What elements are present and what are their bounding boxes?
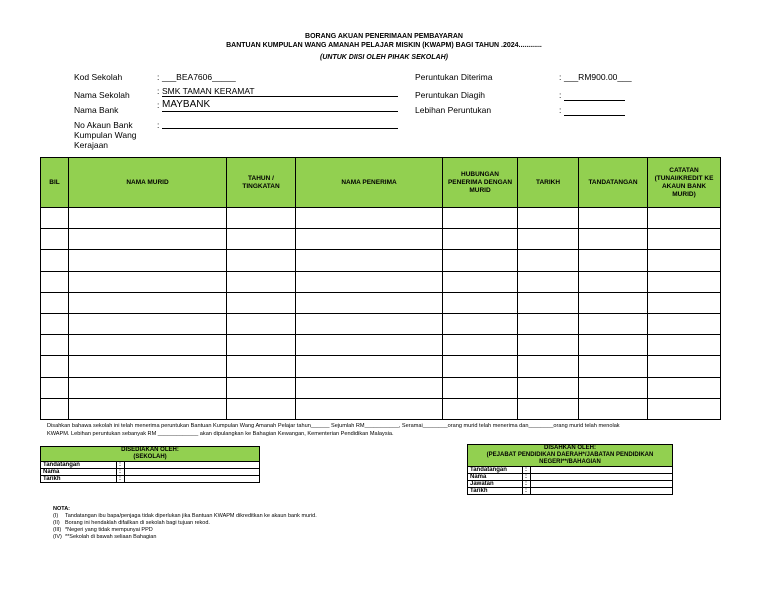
table-cell[interactable] (227, 398, 296, 419)
colon: : (523, 474, 531, 481)
note-item: (II) Borang ini hendaklah difailkan di sekolah bagi tujuan rekod. (53, 520, 210, 526)
table-cell[interactable] (296, 292, 443, 313)
table-cell[interactable] (69, 229, 227, 250)
table-cell[interactable] (69, 208, 227, 229)
table-cell[interactable] (41, 208, 69, 229)
table-cell[interactable] (296, 377, 443, 398)
colon: : (117, 476, 125, 483)
table-row (41, 356, 721, 377)
colon: : (157, 100, 160, 110)
table-cell[interactable] (227, 313, 296, 334)
note-item: (III) *Negeri yang tidak mempunyai PPD (53, 527, 153, 533)
table-cell[interactable] (648, 313, 721, 334)
table-cell[interactable] (41, 313, 69, 334)
date-field[interactable] (125, 476, 260, 483)
column-header: NAMA MURID (69, 158, 227, 208)
table-cell[interactable] (579, 377, 648, 398)
form-subtitle: BANTUAN KUMPULAN WANG AMANAH PELAJAR MISKIN (KWAPM) BAGI TAHUN .2024............ (226, 42, 542, 49)
table-cell[interactable] (648, 271, 721, 292)
table-row (41, 313, 721, 334)
peruntukan-diagih-field[interactable] (564, 90, 625, 101)
table-cell[interactable] (296, 335, 443, 356)
column-header: NAMA PENERIMA (296, 158, 443, 208)
table-cell[interactable] (296, 229, 443, 250)
table-cell[interactable] (579, 398, 648, 419)
peruntukan-diagih-label: Peruntukan Diagih (415, 90, 485, 100)
office-sign-title: DISAHKAN OLEH: (PEJABAT PENDIDIKAN DAERAH*/JABATAN PENDIDIKAN NEGERI**/BAHAGIAN (468, 445, 673, 467)
table-cell[interactable] (443, 313, 518, 334)
note-item: (I) Tandatangan ibu bapa/penjaga tidak diperlukan jika Bantuan KWAPM dikreditkan ke akaun bank murid. (53, 513, 317, 519)
name-label: Nama (41, 469, 117, 476)
table-cell[interactable] (579, 271, 648, 292)
table-cell[interactable] (579, 250, 648, 271)
table-cell[interactable] (443, 292, 518, 313)
table-cell[interactable] (69, 292, 227, 313)
table-cell[interactable] (41, 356, 69, 377)
table-cell[interactable] (69, 398, 227, 419)
signature-label: Tandatangan (468, 467, 523, 474)
table-cell[interactable] (648, 229, 721, 250)
table-cell[interactable] (296, 356, 443, 377)
table-row (41, 229, 721, 250)
table-cell[interactable] (443, 250, 518, 271)
lebihan-peruntukan-label: Lebihan Peruntukan (415, 105, 492, 115)
table-cell[interactable] (41, 292, 69, 313)
notes-heading: NOTA: (53, 506, 71, 512)
table-cell[interactable] (296, 313, 443, 334)
note-item: (IV) **Sekolah di bawah seliaan Bahagian (53, 534, 157, 540)
nama-bank-label: Nama Bank (74, 105, 119, 115)
table-row (41, 335, 721, 356)
colon: : (157, 120, 160, 130)
signature-row (41, 476, 260, 483)
table-cell[interactable] (579, 208, 648, 229)
column-header: TANDATANGAN (579, 158, 648, 208)
table-cell[interactable] (579, 229, 648, 250)
table-cell[interactable] (518, 229, 579, 250)
date-label: Tarikh (468, 488, 523, 495)
signature-row (468, 467, 673, 474)
table-row (41, 292, 721, 313)
table-cell[interactable] (648, 292, 721, 313)
table-cell[interactable] (69, 271, 227, 292)
table-cell[interactable] (518, 335, 579, 356)
colon: : (559, 105, 562, 115)
signature-field[interactable] (531, 467, 673, 474)
table-cell[interactable] (518, 271, 579, 292)
colon: : (523, 467, 531, 474)
table-cell[interactable] (227, 271, 296, 292)
table-cell[interactable] (579, 335, 648, 356)
table-cell[interactable] (443, 208, 518, 229)
table-cell[interactable] (227, 335, 296, 356)
peruntukan-diterima-label: Peruntukan Diterima (415, 72, 493, 82)
column-header: CATATAN (TUNAI/KREDIT KE AKAUN BANK MURID) (648, 158, 721, 208)
table-cell[interactable] (69, 313, 227, 334)
form-instruction: (UNTUK DIISI OLEH PIHAK SEKOLAH) (320, 54, 448, 61)
position-label: Jawatan (468, 481, 523, 488)
table-cell[interactable] (518, 313, 579, 334)
school-sign-title: DISEDIAKAN OLEH: (SEKOLAH) (41, 447, 260, 462)
kod-sekolah-field[interactable]: ___BEA7606_____ (162, 72, 236, 82)
table-cell[interactable] (41, 229, 69, 250)
table-cell[interactable] (518, 377, 579, 398)
declaration-text: Disahkan bahawa sekolah ini telah menerima peruntukan Bantuan Kumpulan Wang Amanah Pelajar tahun______ Sejumlah RM___________, Seramai________orang murid telah menerima dan________orang murid telah menolak (47, 423, 620, 429)
table-row (41, 250, 721, 271)
signature-row (468, 474, 673, 481)
table-cell[interactable] (227, 250, 296, 271)
table-cell[interactable] (227, 208, 296, 229)
table-cell[interactable] (443, 335, 518, 356)
table-cell[interactable] (648, 335, 721, 356)
table-cell[interactable] (227, 356, 296, 377)
column-header: BIL (41, 158, 69, 208)
notes-list (53, 513, 403, 541)
table-row (41, 398, 721, 419)
table-cell[interactable] (227, 292, 296, 313)
colon: : (157, 86, 160, 96)
table-cell[interactable] (518, 208, 579, 229)
table-cell[interactable] (41, 271, 69, 292)
signature-row (468, 481, 673, 488)
table-cell[interactable] (69, 250, 227, 271)
table-cell[interactable] (443, 229, 518, 250)
office-signature-box (467, 444, 673, 495)
date-label: Tarikh (41, 476, 117, 483)
colon: : (523, 488, 531, 495)
kod-sekolah-label: Kod Sekolah (74, 72, 123, 82)
no-akaun-field[interactable] (162, 118, 398, 129)
table-cell[interactable] (648, 398, 721, 419)
table-cell[interactable] (648, 356, 721, 377)
table-cell[interactable] (579, 356, 648, 377)
table-header-row (41, 158, 721, 208)
table-cell[interactable] (41, 250, 69, 271)
colon: : (117, 469, 125, 476)
table-cell[interactable] (296, 271, 443, 292)
date-field[interactable] (531, 488, 673, 495)
table-row (41, 208, 721, 229)
table-cell[interactable] (579, 292, 648, 313)
table-cell[interactable] (648, 250, 721, 271)
table-cell[interactable] (648, 208, 721, 229)
name-field[interactable] (125, 469, 260, 476)
table-cell[interactable] (41, 377, 69, 398)
signature-row (41, 469, 260, 476)
colon: : (523, 481, 531, 488)
table-cell[interactable] (41, 398, 69, 419)
nama-bank-field[interactable]: MAYBANK (162, 98, 398, 112)
table-cell[interactable] (296, 250, 443, 271)
signature-row (468, 488, 673, 495)
table-row (41, 271, 721, 292)
signature-row (41, 462, 260, 469)
nama-sekolah-label: Nama Sekolah (74, 90, 130, 100)
peruntukan-diterima-field[interactable]: ___RM900.00___ (564, 72, 632, 82)
lebihan-peruntukan-field[interactable] (564, 105, 625, 116)
recipient-table (40, 157, 721, 420)
column-header: HUBUNGAN PENERIMA DENGAN MURID (443, 158, 518, 208)
colon: : (559, 90, 562, 100)
form-title: BORANG AKUAN PENERIMAAN PEMBAYARAN (305, 33, 463, 40)
table-cell[interactable] (227, 377, 296, 398)
table-cell[interactable] (648, 377, 721, 398)
table-cell[interactable] (518, 356, 579, 377)
table-cell[interactable] (443, 271, 518, 292)
name-field[interactable] (531, 474, 673, 481)
signature-field[interactable] (125, 462, 260, 469)
school-signature-box (40, 446, 260, 483)
table-cell[interactable] (518, 398, 579, 419)
table-cell[interactable] (518, 292, 579, 313)
table-cell[interactable] (69, 356, 227, 377)
column-header: TAHUN / TINGKATAN (227, 158, 296, 208)
colon: : (157, 72, 160, 82)
table-cell[interactable] (41, 335, 69, 356)
table-cell[interactable] (227, 229, 296, 250)
nama-sekolah-field[interactable]: SMK TAMAN KERAMAT (162, 86, 398, 97)
table-cell[interactable] (443, 356, 518, 377)
declaration-text: KWAPM. Lebihan peruntukan sebanyak RM _____________ akan dipulangkan ke Bahagian Kewangan, Kementerian Pendidikan Malaysia. (47, 431, 394, 437)
position-field[interactable] (531, 481, 673, 488)
name-label: Nama (468, 474, 523, 481)
column-header: TARIKH (518, 158, 579, 208)
table-cell[interactable] (296, 208, 443, 229)
colon: : (559, 72, 562, 82)
table-cell[interactable] (579, 313, 648, 334)
table-cell[interactable] (69, 377, 227, 398)
signature-label: Tandatangan (41, 462, 117, 469)
table-cell[interactable] (518, 250, 579, 271)
table-cell[interactable] (443, 377, 518, 398)
table-cell[interactable] (296, 398, 443, 419)
colon: : (117, 462, 125, 469)
table-cell[interactable] (443, 398, 518, 419)
no-akaun-label: No Akaun Bank Kumpulan Wang Kerajaan (74, 120, 137, 150)
table-cell[interactable] (69, 335, 227, 356)
table-row (41, 377, 721, 398)
